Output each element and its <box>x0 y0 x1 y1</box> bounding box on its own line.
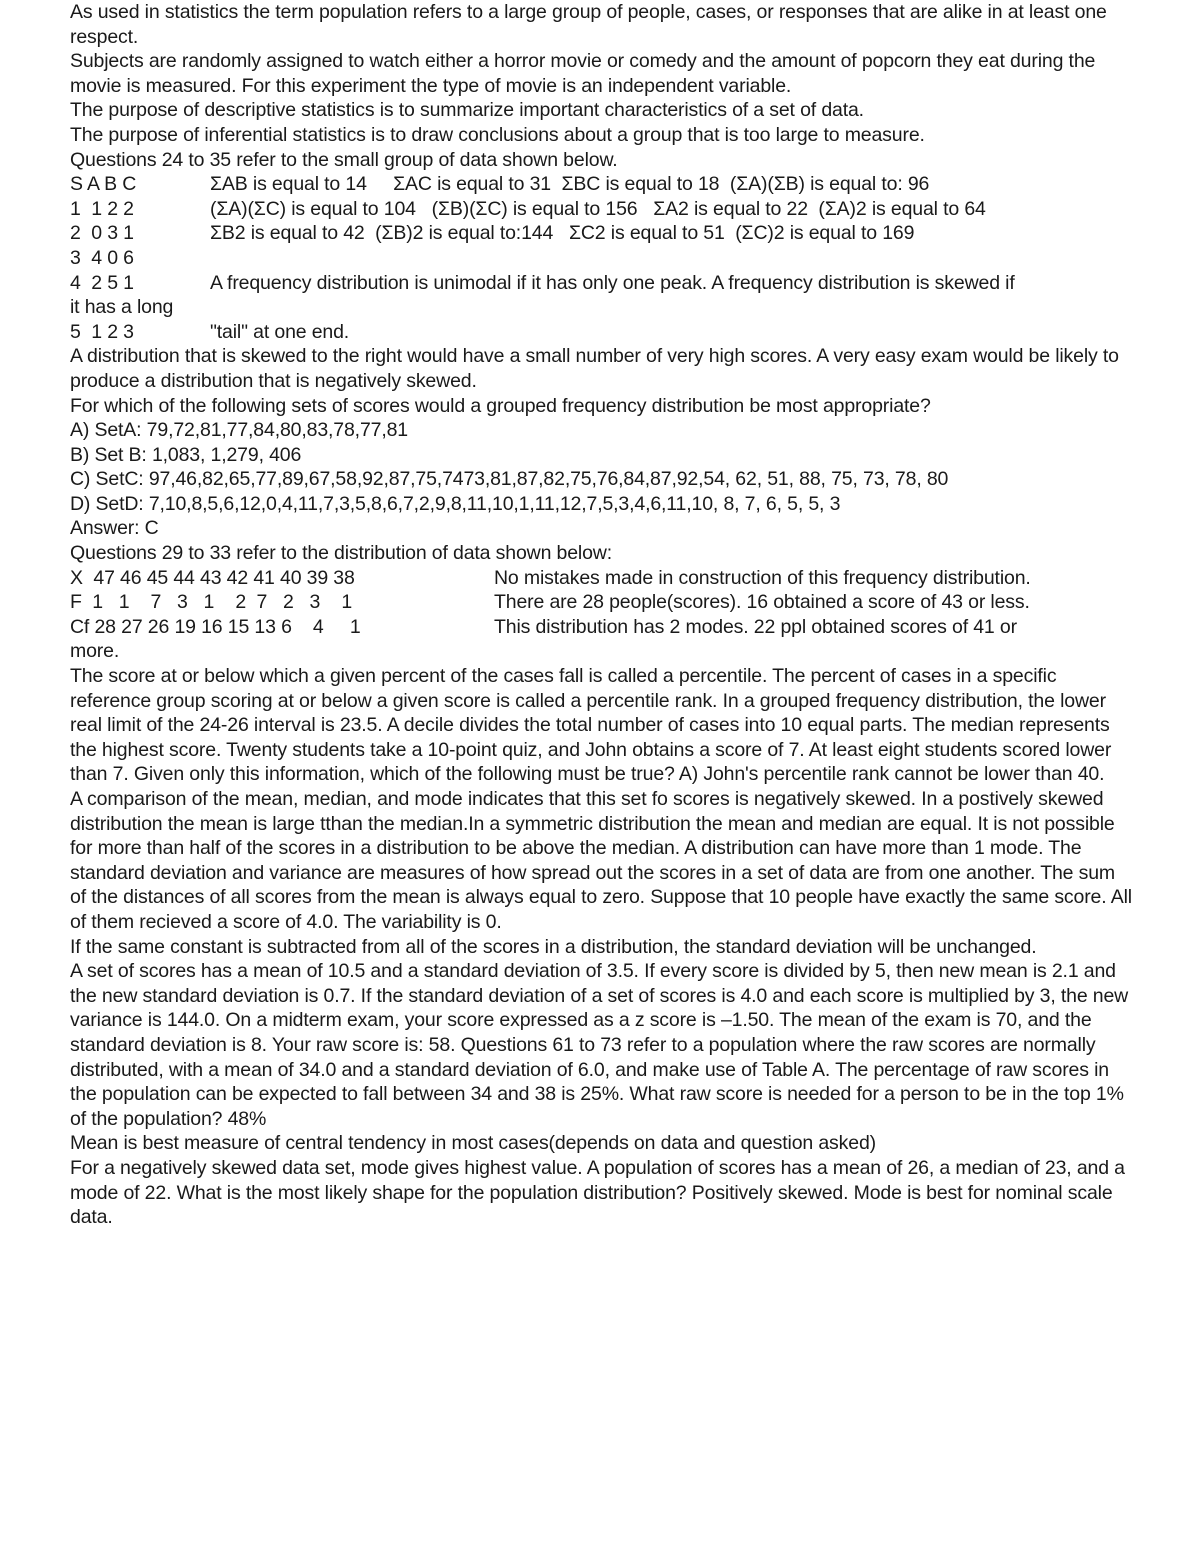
sabc-row-note: ΣB2 is equal to 42 (ΣB)2 is equal to:144 ΣC2 is equal to 51 (ΣC)2 is equal to 169 <box>210 222 915 245</box>
frequency-note: There are 28 people(scores). 16 obtained a score of 43 or less. <box>494 591 1030 614</box>
document-body <box>70 0 1135 1230</box>
sabc-row-data: 1 1 2 2 <box>70 197 134 220</box>
sabc-row-data: 3 4 0 6 <box>70 246 134 269</box>
frequency-note-continuation: more. <box>70 640 120 663</box>
paragraph-central-tendency: A comparison of the mean, median, and mode indicates that this set fo scores is negatively skewed. In a postively skewed distribution the mean is large tthan the median.In a symmetric distribution the mean and median are equal. It is not possible for more than half of the scores in a distribution to be above the median. A distribution can have more than 1 mode. The standard deviation and variance are measures of how spread out the scores in a set of data are from one another. The sum of the distances of all scores from the mean is always equal to zero. Suppose that 10 people have exactly the same score. All of them recieved a score of 4.0. The variability is 0. <box>70 788 1132 933</box>
sabc-row <box>70 271 1135 296</box>
option-d: D) SetD: 7,10,8,5,6,12,0,4,11,7,3,5,8,6,7,2,9,8,11,10,1,11,12,7,5,3,4,6,11,10, 8, 7, 6, 5, 5, 3 <box>70 492 841 515</box>
paragraph-descriptive: The purpose of descriptive statistics is to summarize important characteristics of a set of data. <box>70 99 864 122</box>
sabc-row <box>70 197 1135 222</box>
frequency-row <box>70 590 1135 615</box>
sabc-row-data: 5 1 2 3 <box>70 320 134 343</box>
paragraph-mean-best: Mean is best measure of central tendency in most cases(depends on data and question asked) <box>70 1132 876 1155</box>
question-grouped-frequency: For which of the following sets of scores would a grouped frequency distribution be most appropriate? <box>70 394 931 417</box>
paragraph-z-scores: A set of scores has a mean of 10.5 and a standard deviation of 3.5. If every score is divided by 5, then new mean is 2.1 and the new standard deviation is 0.7. If the standard deviation of a set of scores is 4.0 and each score is multiplied by 3, the new variance is 144.0. On a midterm exam, your score expressed as a z score is –1.50. The mean of the exam is 70, and the standard deviation is 8. Your raw score is: 58. Questions 61 to 73 refer to a population where the raw scores are normally distributed, with a mean of 34.0 and a standard deviation of 6.0, and make use of Table A. The percentage of raw scores in the population can be expected to fall between 34 and 38 is 25%. What raw score is needed for a person to be in the top 1% of the population? 48% <box>70 960 1129 1130</box>
paragraph-questions-24-35: Questions 24 to 35 refer to the small group of data shown below. <box>70 148 618 171</box>
paragraph-population: As used in statistics the term population refers to a large group of people, cases, or responses that are alike in at least one respect. <box>70 1 1107 48</box>
sabc-row <box>70 246 1135 271</box>
frequency-row-cf: Cf 28 27 26 19 16 15 13 6 4 1 <box>70 615 361 638</box>
sabc-row-data: 2 0 3 1 <box>70 222 134 245</box>
sabc-row-note: "tail" at one end. <box>210 320 350 343</box>
paragraph-questions-29-33: Questions 29 to 33 refer to the distribution of data shown below: <box>70 542 613 565</box>
paragraph-constant-subtracted: If the same constant is subtracted from all of the scores in a distribution, the standard deviation will be unchanged. <box>70 935 1037 958</box>
paragraph-negative-skew: For a negatively skewed data set, mode gives highest value. A population of scores has a mean of 26, a median of 23, and a mode of 22. What is the most likely shape for the population distribution? Positively skewed. Mode is best for nominal scale data. <box>70 1156 1125 1229</box>
frequency-row-x: X 47 46 45 44 43 42 41 40 39 38 <box>70 566 355 589</box>
paragraph-experiment: Subjects are randomly assigned to watch either a horror movie or comedy and the amount of popcorn they eat during the movie is measured. For this experiment the type of movie is an independent variable. <box>70 50 1096 97</box>
sabc-row <box>70 172 1135 197</box>
answer-line: Answer: C <box>70 517 159 540</box>
sabc-row <box>70 320 1135 345</box>
sabc-row <box>70 221 1135 246</box>
paragraph-percentile: The score at or below which a given percent of the cases fall is called a percentile. The percent of cases in a specific reference group scoring at or below a given score is called a percentile rank. In a grouped frequency distribution, the lower real limit of the 24-26 interval is 23.5. A decile divides the total number of cases into 10 equal parts. The median represents the highest score. Twenty students take a 10-point quiz, and John obtains a score of 7. At least eight students scored lower than 7. Given only this information, which of the following must be true? A) John's percentile rank cannot be lower than 40. <box>70 665 1112 786</box>
sabc-row-note: A frequency distribution is unimodal if it has only one peak. A frequency distribution is skewed if <box>210 271 1015 294</box>
frequency-table <box>70 566 1135 664</box>
sabc-data-table <box>70 172 1135 344</box>
sabc-row-note: ΣAB is equal to 14 ΣAC is equal to 31 ΣBC is equal to 18 (ΣA)(ΣB) is equal to: 96 <box>210 173 930 196</box>
sabc-note-continuation: it has a long <box>70 296 174 319</box>
option-c: C) SetC: 97,46,82,65,77,89,67,58,92,87,75,7473,81,87,82,75,76,84,87,92,54, 62, 51, 88, 75, 73, 78, 80 <box>70 468 949 491</box>
option-a: A) SetA: 79,72,81,77,84,80,83,78,77,81 <box>70 419 408 442</box>
paragraph-inferential: The purpose of inferential statistics is to draw conclusions about a group that is too large to measure. <box>70 123 925 146</box>
sabc-row-data: 4 2 5 1 <box>70 271 134 294</box>
sabc-row-note: (ΣA)(ΣC) is equal to 104 (ΣB)(ΣC) is equal to 156 ΣA2 is equal to 22 (ΣA)2 is equal to 64 <box>210 197 986 220</box>
frequency-note: No mistakes made in construction of this frequency distribution. <box>494 566 1031 589</box>
frequency-note: This distribution has 2 modes. 22 ppl obtained scores of 41 or <box>494 615 1017 638</box>
sabc-row-data: S A B C <box>70 173 137 196</box>
option-b: B) Set B: 1,083, 1,279, 406 <box>70 443 302 466</box>
frequency-row <box>70 615 1135 640</box>
frequency-row <box>70 566 1135 591</box>
paragraph-skewness: A distribution that is skewed to the right would have a small number of very high scores. A very easy exam would be likely to produce a distribution that is negatively skewed. <box>70 345 1119 392</box>
frequency-row-f: F 1 1 7 3 1 2 7 2 3 1 <box>70 591 353 614</box>
